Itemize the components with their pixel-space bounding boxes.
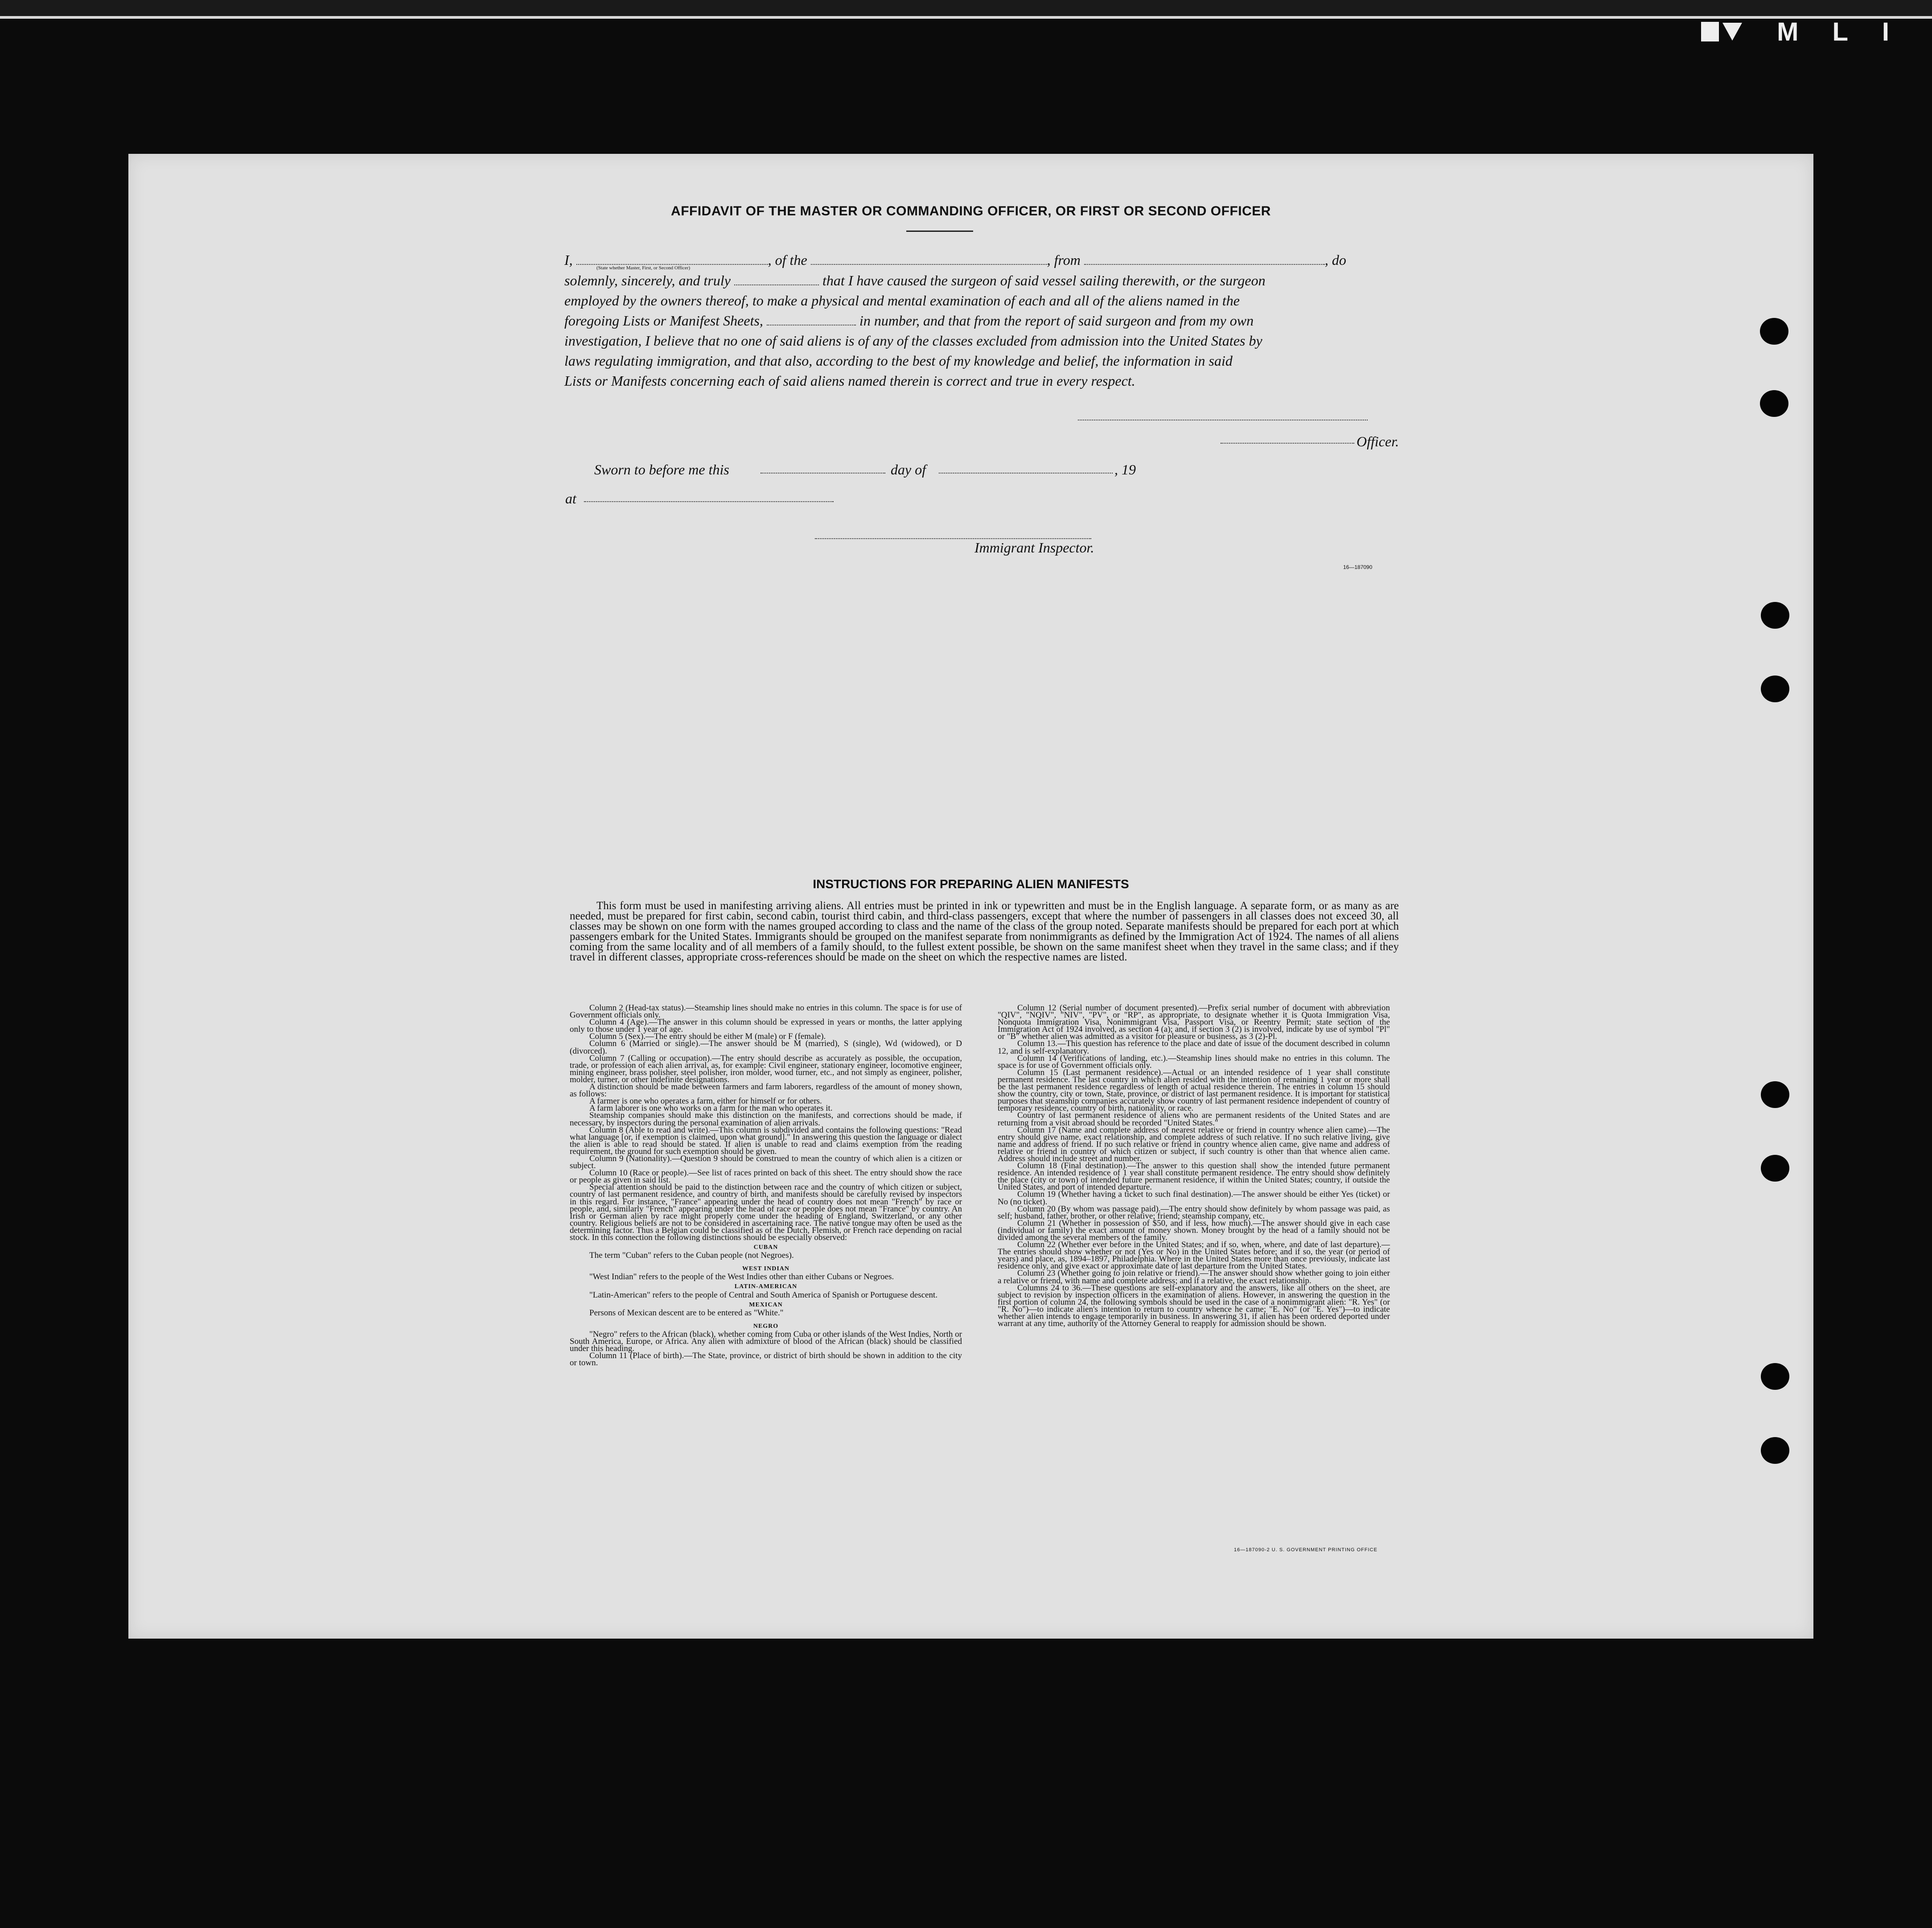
instruction-paragraph: Column 4 (Age).—The answer in this column should be expressed in years or months, the latter applying only to those under 1 year of age. <box>570 1018 962 1034</box>
instruction-paragraph: Column 20 (By whom was passage paid).—The entry should show definitely by whom passage was paid, as self; husband, father, brother, or other relative; friend; steamship company, etc. <box>998 1204 1390 1221</box>
heading-cuban: CUBAN <box>753 1244 778 1251</box>
mexican-text: Persons of Mexican descent are to be entered as "White." <box>589 1308 784 1318</box>
text-solemnly: solemnly, sincerely, and truly <box>564 272 731 288</box>
heading-mexican: MEXICAN <box>749 1301 783 1308</box>
text-i: I, <box>564 252 573 268</box>
manifest-sheet <box>128 154 1813 1639</box>
film-marks <box>1701 16 1892 47</box>
port-from-field[interactable] <box>1084 253 1325 265</box>
instruction-paragraph: Column 10 (Race or people).—See list of races printed on back of this sheet. The entry should show the race or people as given in said list. <box>570 1168 962 1185</box>
rank-note: (State whether Master, First, or Second Officer) <box>596 265 691 271</box>
inspector-signature-line[interactable] <box>815 538 1091 539</box>
heading-west-indian: WEST INDIAN <box>742 1265 790 1273</box>
sworn-place-field[interactable] <box>584 501 834 502</box>
instruction-paragraph: Column 23 (Whether going to join relative or friend).—The answer should show whether going to join either a relative or friend, with name and complete address; and if a relative, the exact relationship. <box>998 1269 1390 1285</box>
affidavit-title: AFFIDAVIT OF THE MASTER OR COMMANDING OFFICER, OR FIRST OR SECOND OFFICER <box>671 204 1271 218</box>
instruction-paragraph: Column 7 (Calling or occupation).—The entry should describe as accurately as possible, the occupation, trade, or profession of each alien arrival, as, for example: Civil engineer, stationary engineer, locomotive engineer, mining engineer, brass polisher, steel polisher, iron molder, wood turner, etc., and not simply as engineer, polisher, molder, turner, or other indefinite designations. <box>570 1053 962 1084</box>
day-of-label: day of <box>891 461 926 478</box>
heading-latin-american: LATIN-AMERICAN <box>734 1283 797 1290</box>
binder-hole <box>1761 1081 1789 1108</box>
affidavit-line-1 <box>564 253 1523 267</box>
text-in-number: in number, and that from the report of said surgeon and from my own <box>859 313 1254 329</box>
text-from: , from <box>1047 252 1081 268</box>
instruction-paragraph: Country of last permanent residence of aliens who are permanent residents of the United States and are returning from a visit abroad should be recorded "United States." <box>998 1111 1390 1128</box>
instruction-paragraph: Column 12 (Serial number of document presented).—Prefix serial number of document with abbreviation "QIV", "NQIV", "NIV", "PV", or "RP", as appropriate, to designate whether it is Quota Immigration Visa, Nonquota Immigration Visa, Nonimmigrant Visa, Passport Visa, or Reentry Permit; state section of the Immigration Act of 1924 involved, as section 4 (a); and, if section 3 (2) is involved, indicate by use of symbol "Pl" or "B" whether alien was admitted as a visitor for pleasure or business, as 3 (2)-Pl. <box>998 1003 1390 1042</box>
affidavit-line-6: laws regulating immigration, and that also, according to the best of my knowledge and belief, the information in said <box>564 353 1233 369</box>
west-indian-text: "West Indian" refers to the people of the West Indies other than either Cubans or Negroes. <box>589 1272 894 1282</box>
affidavit-line-7: Lists or Manifests concerning each of said aliens named therein is correct and true in every respect. <box>564 373 1135 389</box>
film-mark-m: M <box>1777 17 1801 46</box>
rank-field[interactable] <box>734 274 819 285</box>
text-foregoing: foregoing Lists or Manifest Sheets, <box>564 313 763 329</box>
instructions-intro: This form must be used in manifesting arriving aliens. All entries must be printed in ink or typewritten and must be in the English language. A separate form, or as many as are needed, must be prepared for first cabin, second cabin, tourist third cabin, and third-class passengers, except that where the number of passengers in all classes does not exceed 30, all classes may be shown on one form with the names grouped according to class and the name of the class of the group noted. Separate manifests should be prepared for each port at which passengers embark for the United States. Immigrants should be grouped on the manifest separate from nonimmigrants as defined by the Immigration Act of 1924. The names of all aliens coming from the same locality and of all members of a family should, to the fullest extent possible, be shown on the same manifest sheet when they travel in the same class; and if they travel in different classes, appropriate cross-references should be made on the sheet on which the respective names are listed. <box>570 900 1399 963</box>
text-do: , do <box>1324 252 1346 268</box>
instruction-paragraph: Column 6 (Married or single).—The answer should be M (married), S (single), Wd (widowed), or D (divorced). <box>570 1039 962 1056</box>
sworn-day-field[interactable] <box>760 473 885 474</box>
sworn-label: Sworn to before me this <box>594 461 729 478</box>
inspector-label: Immigrant Inspector. <box>974 540 1094 556</box>
affidavit-line-3: employed by the owners thereof, to make a physical and mental examination of each and all of the aliens named in the <box>564 292 1240 309</box>
instruction-paragraph: Column 19 (Whether having a ticket to such final destination).—The answer should be either Yes (ticket) or No (no ticket). <box>998 1190 1390 1207</box>
negro-text: "Negro" refers to the African (black), whether coming from Cuba or other islands of the West Indies, North or South America, Europe, or Africa. Any alien with admixture of blood of the African (black) should be classified under this heading. <box>570 1329 962 1354</box>
binder-hole <box>1760 390 1788 417</box>
instruction-paragraph: Columns 24 to 36.—These questions are self-explanatory and the answers, like all others on the sheet, are subject to revision by inspection officers in the examination of aliens. However, in answering the question in the first portion of column 24, the following symbols should be used in the case of a nonimmigrant alien: "R. Yes" (or "R. No")—to indicate alien's intention to return to country whence he came; "E. No" (or "E. Yes")—to indicate whether alien intends to engage temporarily in business. In answering 31, if alien has been ordered deported under warrant at any time, authority of the Attorney General to reapply for admission should be shown. <box>998 1283 1390 1329</box>
film-mark-i: I <box>1882 17 1892 46</box>
instruction-paragraph: Column 15 (Last permanent residence).—Actual or an intended residence of 1 year shall constitute permanent residence. The last country in which alien resided with the intention of remaining 1 year or more shall be the last permanent residence regardless of length of actual residence therein. The entries in column 15 should show the country, city or town, State, province, or district of last permanent residence. It is important for statistical purposes that steamship companies accurately show country of last permanent residence independent of country of temporary residence, country of birth, nationality, or race. <box>998 1067 1390 1113</box>
film-mark-square-triangle <box>1701 22 1746 41</box>
binder-hole <box>1760 318 1788 345</box>
officer-name-field[interactable] <box>576 253 768 265</box>
instruction-paragraph: Column 18 (Final destination).—The answer to this question shall show the intended future permanent residence. An intended residence of 1 year shall constitute permanent residence. The entry should show definitely the place (city or town) of intended future permanent residence, if within the United States; country, if outside the United States, and port of intended departure. <box>998 1161 1390 1192</box>
binder-hole <box>1761 1155 1789 1182</box>
column-11-text: Column 11 (Place of birth).—The State, province, or district of birth should be shown in addition to the city or town. <box>570 1351 962 1368</box>
instruction-paragraph: Column 17 (Name and complete address of nearest relative or friend in country whence alien came).—The entry should give name, exact relationship, and complete address of such relative. If no such relative living, give name and address of friend. If no such relative or friend in country whence alien came, give name and address of relative or friend in country of which citizen or subject, if such country is other than that whence alien came. Address should include street and number. <box>998 1125 1390 1163</box>
film-edge <box>0 0 1932 19</box>
instructions-title: INSTRUCTIONS FOR PREPARING ALIEN MANIFESTS <box>813 877 1129 891</box>
instruction-paragraph: Column 22 (Whether ever before in the United States; and if so, when, where, and date of last departure).—The entries should show whether or not (Yes or No) in the United States before; and if so, the year (or period of years) and place, as, 1894–1897, Philadelphia. Where in the United States more than once previously, indicate last residence only, and give exact or approximate date of last departure from the United States. <box>998 1240 1390 1271</box>
year-label: , 19 <box>1114 461 1136 478</box>
instruction-paragraph: Special attention should be paid to the distinction between race and the country of which citizen or subject, country of last permanent residence, and country of birth, and manifests should be carefully revised by inspectors in this regard. For instance, "France" appearing under the head of country does not mean "French" by race or people, and, similarly "French" appearing under the head of race or people does not mean "France" by country. An Irish or German alien by race might properly come under the heading of England, Switzerland, or any other country. Religious beliefs are not to be considered in ascertaining race. The native tongue may often be used as the determining factor. Thus a Belgian could be classified as of the Dutch, Flemish, or French race depending on racial stock. In this connection the following distinctions should be especially observed: <box>570 1182 962 1242</box>
cuban-text: The term "Cuban" refers to the Cuban people (not Negroes). <box>589 1251 794 1261</box>
instruction-paragraph: Column 21 (Whether in possession of $50, and if less, how much).—The answer should give in each case (individual or family) the exact amount of money shown. Money brought by the head of a family should not be divided among the several members of the family. <box>998 1218 1390 1242</box>
sworn-month-field[interactable] <box>939 473 1113 474</box>
instruction-paragraph: Column 2 (Head-tax status).—Steamship lines should make no entries in this column. The space is for use of Government officials only. <box>570 1003 962 1020</box>
film-mark-l: L <box>1832 17 1851 46</box>
at-label: at <box>565 490 576 507</box>
instruction-paragraph: A distinction should be made between farmers and farm laborers, regardless of the amount of money shown, as follows: <box>570 1082 962 1099</box>
instruction-paragraph: A farmer is one who operates a farm, either for himself or for others. <box>589 1096 822 1106</box>
instruction-paragraph: A farm laborer is one who works on a farm for the man who operates it. <box>589 1104 833 1113</box>
binder-hole <box>1761 676 1789 702</box>
instruction-paragraph: Column 13.—This question has reference to the place and date of issue of the document described in column 12, and is self-explanatory. <box>998 1039 1390 1056</box>
instruction-paragraph: Column 8 (Able to read and write).—This column is subdivided and contains the following questions: "Read what language [or, if exemption is claimed, upon what ground]." In answering this question the language or dialect the alien is able to read should be stated. If alien is unable to read and claims exemption from the reading requirement, the ground for such exemption should be given. <box>570 1125 962 1156</box>
instructions-right-column <box>998 1005 1390 1327</box>
sheet-count-field[interactable] <box>767 314 856 325</box>
instruction-paragraph: Column 9 (Nationality).—Question 9 should be construed to mean the country of which alien is a citizen or subject. <box>570 1154 962 1171</box>
affidavit-line-5: investigation, I believe that no one of said aliens is of any of the classes excluded from admission into the United States by <box>564 333 1262 349</box>
instruction-paragraph: Column 5 (Sex).—The entry should be either M (male) or F (female). <box>589 1032 826 1042</box>
officer-line[interactable] <box>1221 443 1354 444</box>
vessel-name-field[interactable] <box>811 253 1047 265</box>
title-rule <box>906 231 973 232</box>
affidavit-form-code: 16—187090 <box>1343 564 1373 570</box>
instructions-left-column <box>570 1005 962 1367</box>
officer-label: Officer. <box>1357 433 1399 449</box>
affidavit-line-2 <box>564 273 1523 288</box>
printing-office-footer: 16—187090-2 U. S. GOVERNMENT PRINTING OFFICE <box>1234 1547 1377 1553</box>
binder-hole <box>1761 1437 1789 1464</box>
latin-american-text: "Latin-American" refers to the people of Central and South America of Spanish or Portuguese descent. <box>589 1290 938 1300</box>
text-surgeon: that I have caused the surgeon of said vessel sailing therewith, or the surgeon <box>822 272 1266 288</box>
affidavit-line-4 <box>564 313 1523 328</box>
instruction-paragraph: Column 14 (Verifications of landing, etc.).—Steamship lines should make no entries in this column. The space is for use of Government officials only. <box>998 1053 1390 1070</box>
text-of-the: , of the <box>768 252 807 268</box>
heading-negro: NEGRO <box>753 1322 779 1330</box>
binder-hole <box>1761 602 1789 629</box>
binder-hole <box>1761 1363 1789 1390</box>
instruction-paragraph: Steamship companies should make this distinction on the manifests, and corrections should be made, if necessary, by inspectors during the personal examination of alien arrivals. <box>570 1111 962 1128</box>
